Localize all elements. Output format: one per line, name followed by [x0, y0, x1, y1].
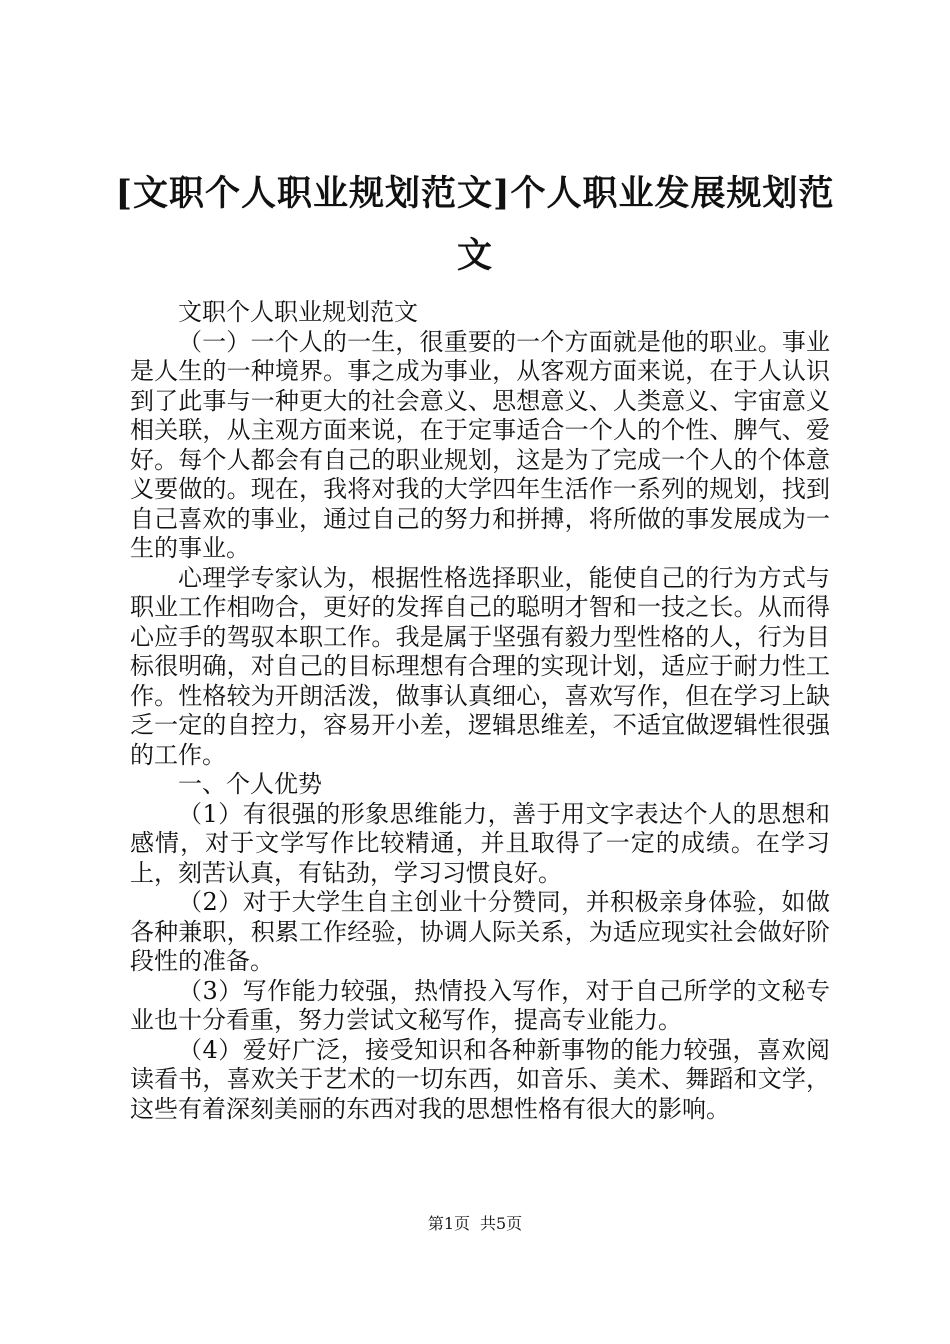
page-total: 共5页 — [480, 1214, 523, 1233]
paragraph: （2）对于大学生自主创业十分赞同，并积极亲身体验，如做各种兼职，积累工作经验，协调人际关系，为适应现实社会做好阶段性的准备。 — [130, 888, 830, 975]
paragraph: （4）爱好广泛，接受知识和各种新事物的能力较强，喜欢阅读看书，喜欢关于艺术的一切东西，如音乐、美术、舞蹈和文学，这些有着深刻美丽的东西对我的思想性格有很大的影响。 — [130, 1035, 830, 1123]
section-heading: 一、个人优势 — [178, 770, 322, 798]
page-footer — [0, 1213, 950, 1235]
document-body — [130, 298, 830, 1124]
document-title: [文职个人职业规划范文]个人职业发展规划范文 — [115, 173, 835, 276]
page-number: 第1页 — [427, 1214, 470, 1233]
paragraph: （一）一个人的一生，很重要的一个方面就是他的职业。事业是人生的一种境界。事之成为事业，从客观方面来说，在于人认识到了此事与一种更大的社会意义、思想意义、人类意义、宇宙意义相关联，从主观方面来说，在于定事适合一个人的个性、脾气、爱好。每个人都会有自己的职业规划，这是为了完成一个人的个体意义要做的。现在，我将对我的大学四年生活作一系列的规划，找到自己喜欢的事业，通过自己的努力和拼搏，将所做的事发展成为一生的事业。 — [130, 327, 830, 562]
paragraph: 心理学专家认为，根据性格选择职业，能使自己的行为方式与职业工作相吻合，更好的发挥自己的聪明才智和一技之长。从而得心应手的驾驭本职工作。我是属于坚强有毅力型性格的人，行为目标很明确，对自己的目标理想有合理的实现计划，适应于耐力性工作。性格较为开朗活泼，做事认真细心，喜欢写作，但在学习上缺乏一定的自控力，容易开小差，逻辑思维差，不适宜做逻辑性很强的工作。 — [130, 563, 830, 769]
paragraph-subtitle: 文职个人职业规划范文 — [178, 298, 418, 326]
paragraph: （1）有很强的形象思维能力，善于用文字表达个人的思想和感情，对于文学写作比较精通，并且取得了一定的成绩。在学习上，刻苦认真，有钻劲，学习习惯良好。 — [130, 799, 830, 887]
paragraph: （3）写作能力较强，热情投入写作，对于自己所学的文秘专业也十分看重，努力尝试文秘写作，提高专业能力。 — [130, 976, 830, 1034]
